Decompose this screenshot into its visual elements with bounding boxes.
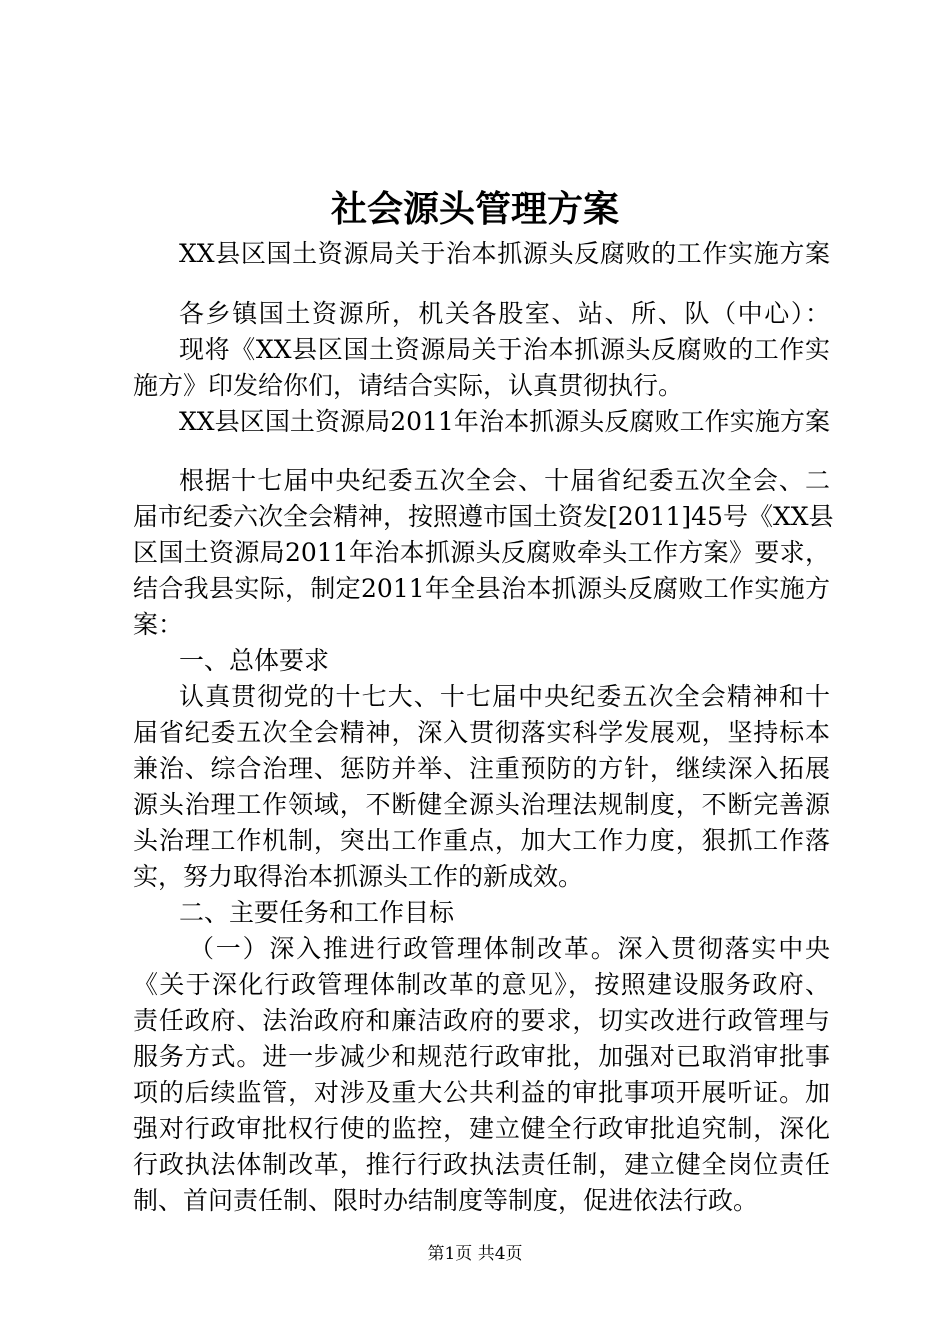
- body-line: 案：: [133, 610, 184, 639]
- heading-main-tasks: 二、主要任务和工作目标: [179, 898, 455, 927]
- body-line: 施方》印发给你们，请结合实际，认真贯彻执行。: [133, 371, 684, 400]
- subtitle-line: XX县区国土资源局关于治本抓源头反腐败的工作实施方案: [179, 239, 830, 268]
- body-line: 头治理工作机制，突出工作重点，加大工作力度，狠抓工作落: [133, 826, 830, 855]
- body-line: 项的后续监管，对涉及重大公共利益的审批事项开展听证。加: [133, 1078, 830, 1107]
- body-line: 现将《XX县区国土资源局关于治本抓源头反腐败的工作实: [179, 335, 830, 364]
- body-line: 源头治理工作领域，不断健全源头治理法规制度，不断完善源: [133, 790, 830, 819]
- body-line: 届市纪委六次全会精神，按照遵市国土资发[2011]45号《XX县: [133, 502, 834, 531]
- body-line: 《关于深化行政管理体制改革的意见》，按照建设服务政府、: [133, 970, 830, 999]
- section-heading-line: XX县区国土资源局2011年治本抓源头反腐败工作实施方案: [179, 407, 830, 436]
- body-line: 实，努力取得治本抓源头工作的新成效。: [133, 862, 584, 891]
- body-line: 强对行政审批权行使的监控，建立健全行政审批追究制，深化: [133, 1114, 830, 1143]
- body-line: 区国土资源局2011年治本抓源头反腐败牵头工作方案》要求，: [133, 538, 830, 567]
- body-line: 服务方式。进一步减少和规范行政审批，加强对已取消审批事: [133, 1042, 830, 1071]
- body-line: 兼治、综合治理、惩防并举、注重预防的方针，继续深入拓展: [133, 754, 830, 783]
- body-line: 责任政府、法治政府和廉洁政府的要求，切实改进行政管理与: [133, 1006, 830, 1035]
- body-line: 行政执法体制改革，推行行政执法责任制，建立健全岗位责任: [133, 1150, 830, 1179]
- body-line: 届省纪委五次全会精神，深入贯彻落实科学发展观，坚持标本: [133, 718, 830, 747]
- heading-general-requirements: 一、总体要求: [179, 646, 330, 675]
- body-line: 制、首问责任制、限时办结制度等制度，促进依法行政。: [133, 1186, 759, 1215]
- addressee-line: 各乡镇国土资源所，机关各股室、站、所、队（中心）：: [179, 299, 830, 328]
- body-line: 结合我县实际，制定2011年全县治本抓源头反腐败工作实施方: [133, 574, 830, 603]
- body-line: 认真贯彻党的十七大、十七届中央纪委五次全会精神和十: [179, 682, 830, 711]
- body-line: 根据十七届中央纪委五次全会、十届省纪委五次全会、二: [179, 466, 830, 495]
- page-footer: 第1页 共4页: [427, 1244, 523, 1264]
- body-line: （一）深入推进行政管理体制改革。深入贯彻落实中央: [189, 934, 830, 963]
- document-title: 社会源头管理方案: [330, 188, 619, 230]
